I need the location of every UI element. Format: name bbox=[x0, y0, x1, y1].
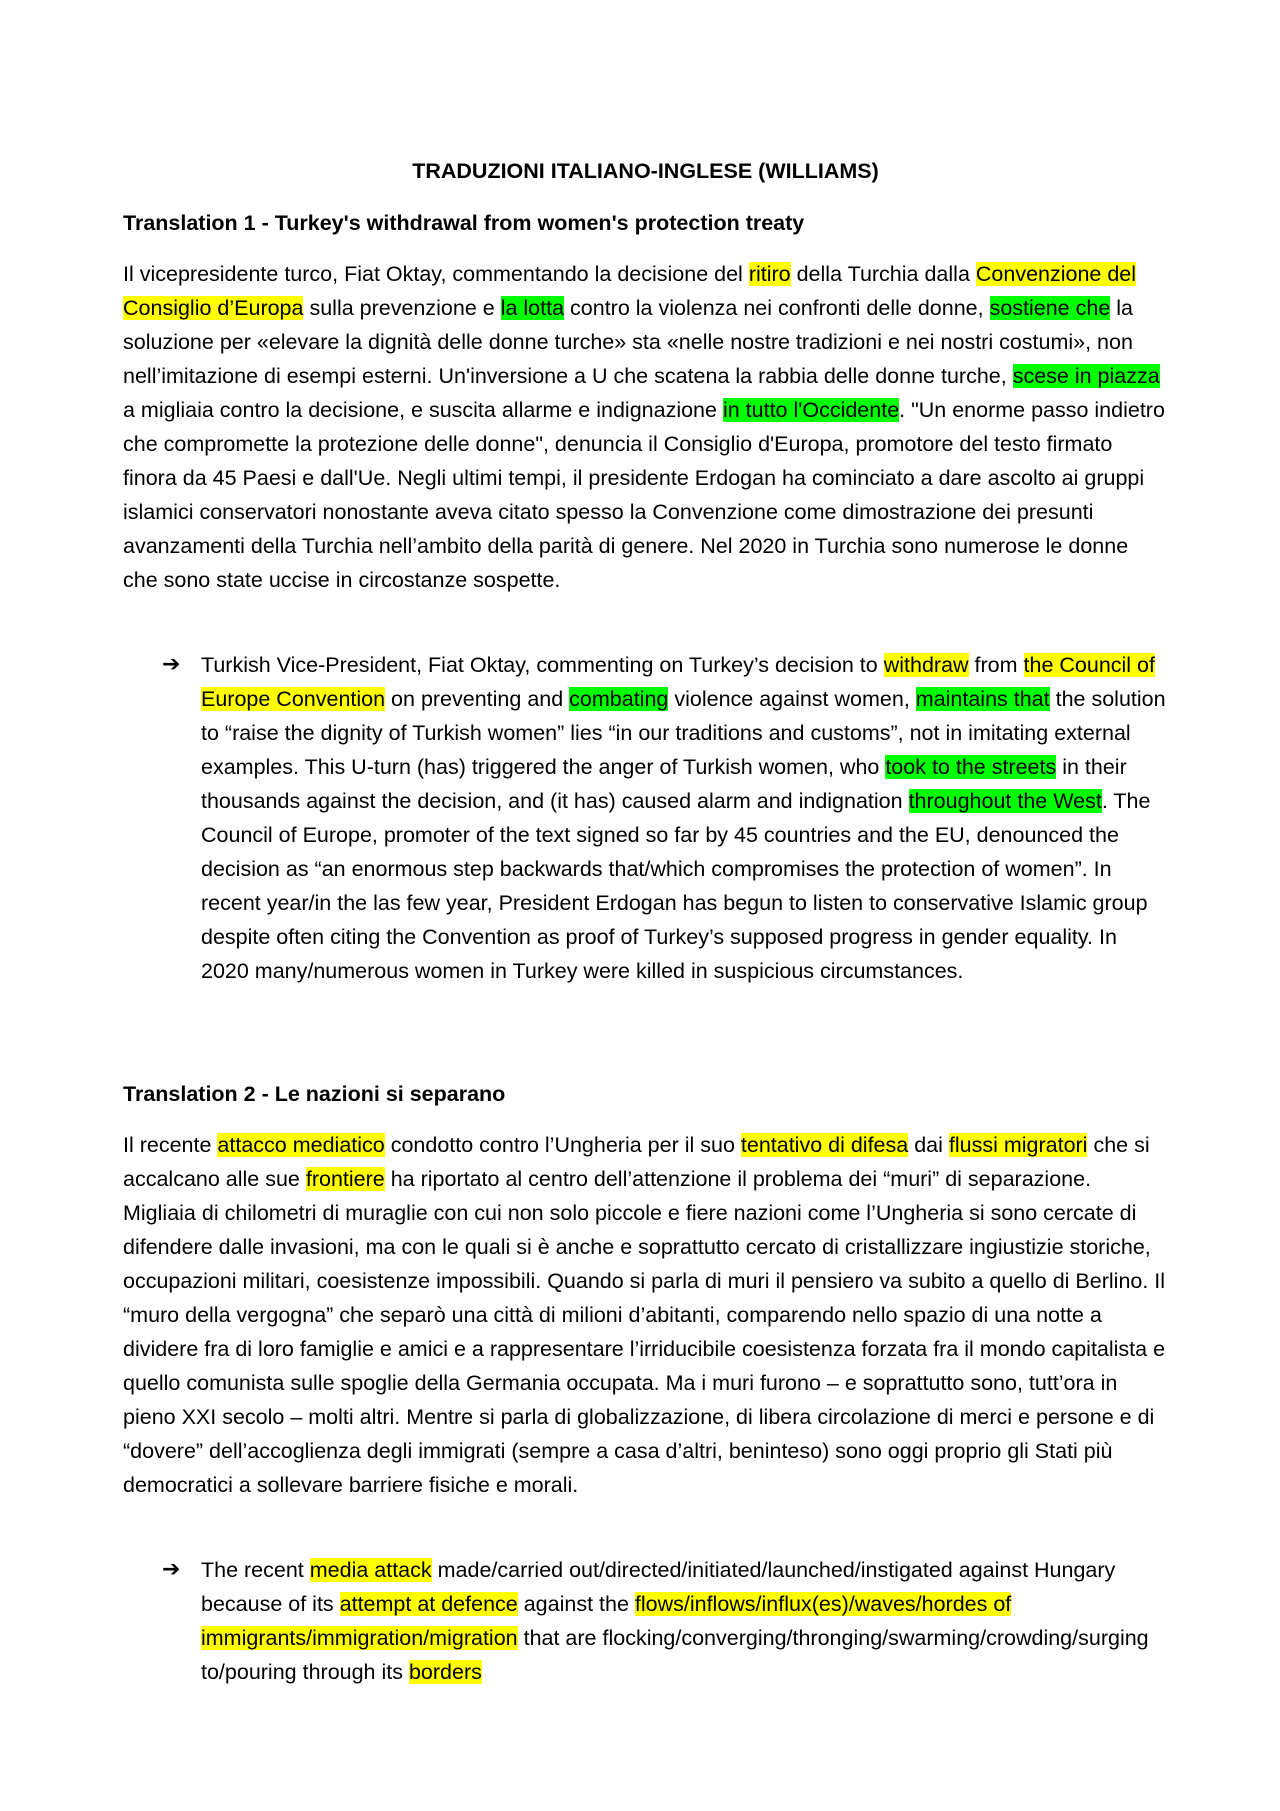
text-run: against the bbox=[517, 1592, 635, 1616]
highlight-yellow: borders bbox=[408, 1660, 482, 1684]
highlight-yellow: tentativo di difesa bbox=[740, 1133, 909, 1157]
text-run: dai bbox=[908, 1133, 949, 1157]
text-run: della Turchia dalla bbox=[790, 262, 976, 286]
text-run: the solution to “raise the dignity of Turkish women” lies “in our traditions and customs”, not in imitating external examples. This U-turn (has) triggered the anger of Turkish women, who bbox=[201, 687, 1166, 779]
text-run: from bbox=[968, 653, 1024, 677]
text-run: che si accalcano alle sue bbox=[123, 1133, 1150, 1191]
section-2-italian-paragraph bbox=[123, 1128, 1168, 1502]
section-2-english-bullet bbox=[123, 1553, 1168, 1689]
section-1-heading: Translation 1 - Turkey's withdrawal from women's protection treaty bbox=[123, 211, 805, 235]
highlight-yellow: withdraw bbox=[883, 653, 969, 677]
text-run: on preventing and bbox=[385, 687, 570, 711]
text-run: condotto contro l’Ungheria per il suo bbox=[384, 1133, 741, 1157]
highlight-green: la lotta bbox=[500, 296, 565, 320]
highlight-yellow: Convenzione del Consiglio d’Europa bbox=[123, 262, 1137, 320]
text-run: . The Council of Europe, promoter of the text signed so far by 45 countries and the EU, denounced the decision as “an enormous step backwards that/which compromises the protection of women”. In recent year/in the las few year, President Erdogan has begun to listen to conservative Islamic group despite often citing the Convention as proof of Turkey’s supposed progress in gender equality. In 2020 many/numerous women in Turkey were killed in suspicious circumstances. bbox=[201, 789, 1151, 983]
highlight-yellow: media attack bbox=[309, 1558, 432, 1582]
text-run: contro la violenza nei confronti delle donne, bbox=[564, 296, 990, 320]
right-arrow-icon: ➔ bbox=[162, 1557, 181, 1582]
highlight-green: maintains that bbox=[915, 687, 1050, 711]
highlight-green: took to the streets bbox=[885, 755, 1057, 779]
highlight-yellow: flussi migratori bbox=[948, 1133, 1088, 1157]
highlight-green: combating bbox=[569, 687, 669, 711]
highlight-green: sostiene che bbox=[989, 296, 1111, 320]
document-title: TRADUZIONI ITALIANO-INGLESE (WILLIAMS) bbox=[412, 159, 879, 183]
text-run: a migliaia contro la decisione, e suscita allarme e indignazione bbox=[123, 398, 723, 422]
highlight-green: throughout the West bbox=[908, 789, 1102, 813]
section-1-english-text bbox=[201, 648, 1168, 988]
text-run: The recent bbox=[201, 1558, 310, 1582]
text-run: Il recente bbox=[123, 1133, 218, 1157]
highlight-yellow: the Council of Europe Convention bbox=[201, 653, 1155, 711]
section-2-heading: Translation 2 - Le nazioni si separano bbox=[123, 1082, 506, 1106]
text-run: Il vicepresidente turco, Fiat Oktay, commentando la decisione del bbox=[123, 262, 749, 286]
highlight-yellow: attacco mediatico bbox=[217, 1133, 385, 1157]
text-run: . "Un enorme passo indietro che compromette la protezione delle donne", denuncia il Consiglio d'Europa, promotore del testo firmato finora da 45 Paesi e dall'Ue. Negli ultimi tempi, il presidente Erdogan ha cominciato a dare ascolto ai gruppi islamici conservatori nonostante aveva citato spesso la Convenzione come dimostrazione dei presunti avanzamenti della Turchia nell’ambito della parità di genere. Nel 2020 in Turchia sono numerose le donne che sono state uccise in circostanze sospette. bbox=[123, 398, 1165, 592]
section-2-english-text bbox=[201, 1553, 1168, 1689]
text-run: ha riportato al centro dell’attenzione il problema dei “muri” di separazione. Migliaia di chilometri di muraglie con cui non solo piccole e fiere nazioni come l’Ungheria si sono cercate di difendere dalle invasioni, ma con le quali si è anche e soprattutto cercato di cristallizzare ingiustizie storiche, occupazioni militari, coesistenze impossibili. Quando si parla di muri il pensiero va subito a quello di Berlino. Il “muro della vergogna” che separò una città di milioni d’abitanti, comparendo nello spazio di una notte a dividere fra di loro famiglie e amici e a rappresentare l’irriducibile coesistenza forzata fra il mondo capitalista e quello comunista sulle spoglie della Germania occupata. Ma i muri furono – e soprattutto sono, tutt’ora in pieno XXI secolo – molti altri. Mentre si parla di globalizzazione, di libera circolazione di merci e persone e di “dovere” dell’accoglienza degli immigrati (sempre a casa d’altri, beninteso) sono oggi proprio gli Stati più democratici a sollevare barriere fisiche e morali. bbox=[123, 1167, 1166, 1497]
text-run: violence against women, bbox=[668, 687, 916, 711]
right-arrow-icon: ➔ bbox=[162, 652, 181, 677]
highlight-green: scese in piazza bbox=[1012, 364, 1160, 388]
text-run: that are flocking/converging/thronging/swarming/crowding/surging to/pouring through its bbox=[201, 1626, 1149, 1684]
text-run: made/carried out/directed/initiated/launched/instigated against Hungary because of its bbox=[201, 1558, 1116, 1616]
highlight-yellow: ritiro bbox=[748, 262, 791, 286]
highlight-yellow: attempt at defence bbox=[339, 1592, 518, 1616]
text-run: in their thousands against the decision, and (it has) caused alarm and indignation bbox=[201, 755, 1127, 813]
section-1-italian-paragraph bbox=[123, 257, 1168, 597]
highlight-green: in tutto l'Occidente bbox=[722, 398, 900, 422]
text-run: la soluzione per «elevare la dignità delle donne turche» sta «nelle nostre tradizioni e nei nostri costumi», non nell’imitazione di esempi esterni. Un'inversione a U che scatena la rabbia delle donne turche, bbox=[123, 296, 1133, 388]
text-run: sulla prevenzione e bbox=[303, 296, 501, 320]
highlight-yellow: flows/inflows/influx(es)/waves/hordes of immigrants/immigration/migration bbox=[201, 1592, 1012, 1650]
highlight-yellow: frontiere bbox=[305, 1167, 385, 1191]
text-run: Turkish Vice-President, Fiat Oktay, commenting on Turkey’s decision to bbox=[201, 653, 884, 677]
section-1-english-bullet bbox=[123, 648, 1168, 988]
